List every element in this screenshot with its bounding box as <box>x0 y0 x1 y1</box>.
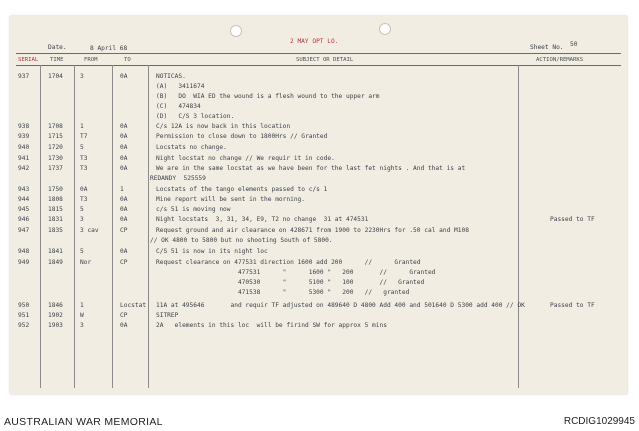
entry-detail: c/s 51 is moving now <box>156 206 231 213</box>
entry-time: 1808 <box>48 196 63 203</box>
entry-time: 1730 <box>48 155 63 162</box>
entry-from: T7 <box>80 133 88 140</box>
column-divider <box>74 65 75 388</box>
footer-institution: AUSTRALIAN WAR MEMORIAL <box>4 416 163 428</box>
entry-to: 0A <box>120 165 128 172</box>
entry-serial: 940 <box>18 144 30 151</box>
entry-detail: Locstats no change. <box>156 144 227 151</box>
entry-detail: 471538 " 5300 " 200 // granted <box>156 289 410 296</box>
entry-to: 0A <box>120 322 128 329</box>
entry-time: 1704 <box>48 73 63 80</box>
entry-serial: 947 <box>18 227 30 234</box>
entry-time: 1708 <box>48 123 63 130</box>
entry-detail: Night locstat no change // We requir it in code. <box>156 155 335 162</box>
entry-serial: 938 <box>18 123 30 130</box>
entry-from: W <box>80 312 84 319</box>
date-label: Date. <box>48 44 67 51</box>
entry-time: 1903 <box>48 322 63 329</box>
entry-to: 1 <box>120 186 124 193</box>
entry-to: CP <box>120 259 128 266</box>
entry-from: 0A <box>80 186 88 193</box>
entry-to: 0A <box>120 206 128 213</box>
entry-time: 1849 <box>48 259 63 266</box>
entry-serial: 951 <box>18 312 30 319</box>
entry-serial: 948 <box>18 248 30 255</box>
entry-detail: REDANDY 525559 <box>150 175 206 182</box>
column-header-subject: SUBJECT OR DETAIL <box>296 57 354 63</box>
entry-serial: 945 <box>18 206 30 213</box>
entry-serial: 949 <box>18 259 30 266</box>
entry-remarks: Passed to TF <box>550 216 595 223</box>
entry-from: 1 <box>80 302 84 309</box>
entry-time: 1750 <box>48 186 63 193</box>
entry-detail: C/S 51 is now in its night loc <box>156 248 268 255</box>
header-rule-bottom <box>16 65 621 66</box>
entry-serial: 941 <box>18 155 30 162</box>
log-title: 2 MAY OPT LO. <box>290 38 339 45</box>
column-header-from: FROM <box>84 57 98 63</box>
entry-to: 0A <box>120 123 128 130</box>
entry-time: 1720 <box>48 144 63 151</box>
header-rule-top <box>16 53 621 54</box>
entry-detail: Request ground and air clearance on 428671 from 1900 to 2230Hrs for .50 cal and M108 <box>156 227 469 234</box>
entry-from: Nor <box>80 259 92 266</box>
date-value: 8 April 68 <box>90 45 128 52</box>
column-header-serial: SERIAL <box>18 57 39 63</box>
entry-serial: 944 <box>18 196 30 203</box>
sheet-value: 50 <box>570 41 578 48</box>
entry-from: T3 <box>80 196 88 203</box>
entry-detail: 470530 " 5100 " 100 // Granted <box>156 279 425 286</box>
column-header-to: TO <box>124 57 131 63</box>
column-header-remarks: ACTION/REMARKS <box>536 57 584 63</box>
entry-time: 1846 <box>48 302 63 309</box>
entry-from: 5 <box>80 248 84 255</box>
entry-detail: We are in the same locstat as we have been for the last fet nights . And that is at <box>156 165 466 172</box>
entry-serial: 937 <box>18 73 30 80</box>
entry-serial: 939 <box>18 133 30 140</box>
log-sheet <box>10 16 627 394</box>
entry-time: 1737 <box>48 165 63 172</box>
entry-from: 5 <box>80 206 84 213</box>
entry-detail: Night locstats 3, 31, 34, E9, T2 no change 31 at 474531 <box>156 216 369 223</box>
entry-detail: (D) C/S 3 location. <box>156 113 235 120</box>
entry-serial: 946 <box>18 216 30 223</box>
entry-detail: SITREP <box>156 312 179 319</box>
column-divider <box>518 65 519 388</box>
entry-from: 3 <box>80 322 84 329</box>
entry-to: 0A <box>120 155 128 162</box>
entry-time: 1831 <box>48 216 63 223</box>
entry-detail: Mine report will be sent in the morning. <box>156 196 306 203</box>
entry-to: 0A <box>120 73 128 80</box>
entry-from: T3 <box>80 155 88 162</box>
entry-to: CP <box>120 227 128 234</box>
entry-to: 0A <box>120 196 128 203</box>
entry-detail: Request clearance on 477531 direction 1600 add 200 // Granted <box>156 259 421 266</box>
entry-to: Locstat <box>120 302 147 309</box>
column-divider <box>40 65 41 388</box>
entry-detail: 11A at 495646 and requir TF adjusted on 489640 D 4800 Add 400 and 501640 D 5300 add 400 // OK <box>156 302 525 309</box>
entry-detail: 477531 " 1600 " 200 // Granted <box>156 269 436 276</box>
entry-to: 0A <box>120 248 128 255</box>
entry-detail: C/s 12A is now back in this location <box>156 123 291 130</box>
entry-from: 5 <box>80 144 84 151</box>
entry-serial: 942 <box>18 165 30 172</box>
entry-detail: // OK 4800 to 5800 but no shooting South of 5800. <box>150 237 333 244</box>
entry-to: 0A <box>120 133 128 140</box>
column-header-time: TIME <box>50 57 64 63</box>
entry-time: 1835 <box>48 227 63 234</box>
entry-detail: NOTICAS. <box>156 73 186 80</box>
column-divider <box>148 65 149 388</box>
entry-detail: (B) DO WIA ED the wound is a flesh wound to the upper arm <box>156 93 380 100</box>
entry-time: 1815 <box>48 206 63 213</box>
entry-detail: 2A elements in this loc will be firind SW for approx 5 mins <box>156 322 387 329</box>
footer-record-id: RCDIG1029945 <box>563 416 635 427</box>
entry-detail: (A) 3411674 <box>156 83 205 90</box>
entry-time: 1715 <box>48 133 63 140</box>
punch-hole <box>230 25 242 37</box>
entry-to: 0A <box>120 216 128 223</box>
entry-from: T3 <box>80 165 88 172</box>
entry-serial: 952 <box>18 322 30 329</box>
entry-from: 1 <box>80 123 84 130</box>
entry-remarks: Passed to TF <box>550 302 595 309</box>
entry-time: 1902 <box>48 312 63 319</box>
entry-from: 3 <box>80 216 84 223</box>
column-divider <box>112 65 113 388</box>
entry-from: 3 <box>80 73 84 80</box>
entry-serial: 943 <box>18 186 30 193</box>
entry-serial: 950 <box>18 302 30 309</box>
entry-detail: Locstats of the tango elements passed to c/s 1 <box>156 186 328 193</box>
entry-from: 3 cav <box>80 227 99 234</box>
punch-hole <box>379 23 391 35</box>
entry-to: CP <box>120 312 128 319</box>
sheet-label: Sheet No. <box>530 44 564 51</box>
entry-to: 0A <box>120 144 128 151</box>
entry-detail: (C) 474834 <box>156 103 201 110</box>
entry-detail: Permission to close down to 1800Hrs // Granted <box>156 133 328 140</box>
entry-time: 1841 <box>48 248 63 255</box>
